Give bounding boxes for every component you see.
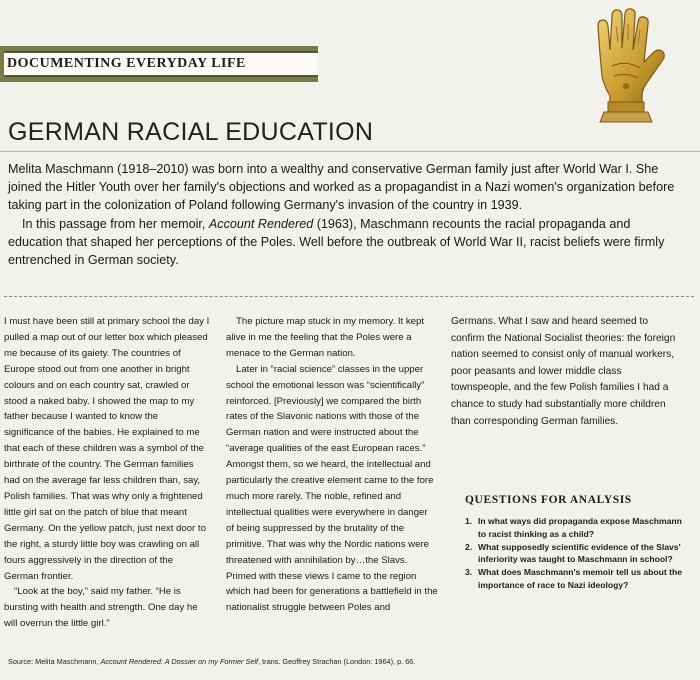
excerpt-column-1 — [4, 314, 210, 632]
questions-list — [465, 515, 687, 592]
golden-hand-icon — [582, 6, 670, 124]
excerpt-paragraph: Germans. What I saw and heard seemed to confirm the National Socialist theories: the foreign nation seemed to consist only of manual workers, poor peasants and lower middle class townspeople, and the few Polish families I had a chance to study had substantially more children than corresponding German families. — [451, 316, 676, 427]
questions-heading: QUESTIONS FOR ANALYSIS — [465, 494, 632, 506]
page-title: GERMAN RACIAL EDUCATION — [8, 118, 374, 146]
excerpt-column-2 — [226, 314, 438, 616]
excerpt-column-3 — [451, 314, 681, 430]
question-item: 3. What does Maschmann's memoir tell us about the importance of race to Nazi ideology? — [465, 567, 683, 590]
excerpt-paragraph: Later in “racial science” classes in the upper school the emotional lesson was “scientifically” reinforced. [Previously] we compared the birth rates of the Slavonic nations with those of the German nation and were instructed about the “average qualities of the east European races.” Amongst them, so we heard, the intellectual and particularly the creative element came to the fore much more rarely. The noble, refined and intellectual qualities were everywhere in danger of being suppressed by the brutality of the primitive. That was why the Nordic nations were threatened with annihilation by…the Slavs. Primed with these views I came to the region which had been for generations a battlefield in the nationalist struggle between Poles and — [226, 363, 438, 614]
question-item: 2. What supposedly scientific evidence of the Slavs' inferiority was taught to Maschmann in school? — [465, 541, 681, 565]
excerpt-paragraph: The picture map stuck in my memory. It kept alive in me the feeling that the Poles were a menace to the German nation. — [226, 316, 425, 359]
intro-paragraph-1: Melita Maschmann (1918–2010) was born into a wealthy and conservative German family just after World War I. She joined the Hitler Youth over her family's objections and worked as a propagandist in a Nazi women's organization before taking part in the colonization of Poland following Germany's invasion of the country in 1939. — [8, 162, 675, 213]
source-citation: Source: Melita Maschmann, Account Rendered: A Dossier on my Former Self, trans. Geoffrey Strachan (London: 1964), p. 66. — [8, 657, 416, 666]
excerpt-paragraph: “Look at the boy,” said my father. “He is bursting with health and strength. One day he will overrun the little girl.” — [4, 586, 198, 630]
excerpt-paragraph: I must have been still at primary school the day I pulled a map out of our letter box which pleased me because of its gaiety. The countries of Europe stood out from one another in bright colours and on each country sat, crawled or stood a naked baby. I showed the map to my father because I wanted to know the significance of the babies. He explained to me that each of these children was a symbol of the birthrate of the country. The German families had on the average far less children than, say, Polish families. That was why only a frightened little girl sat on the patch of blue that meant Germany. On the yellow patch, just next door to the right, a sturdy little boy was crawling on all fours aggressively in the direction of the German frontier. — [4, 316, 210, 582]
intro-text — [8, 160, 688, 269]
title-divider — [0, 151, 700, 152]
banner-label: DOCUMENTING EVERYDAY LIFE — [4, 51, 318, 77]
dashed-divider — [4, 296, 694, 297]
intro-paragraph-2: In this passage from her memoir, Account Rendered (1963), Maschmann recounts the racial propaganda and education that shaped her perceptions of the Poles. Well before the outbreak of World War II, racist beliefs were firmly entrenched in German society. — [8, 216, 665, 268]
question-item: 1. In what ways did propaganda expose Maschmann to racist thinking as a child? — [465, 516, 682, 539]
section-banner — [0, 46, 318, 82]
